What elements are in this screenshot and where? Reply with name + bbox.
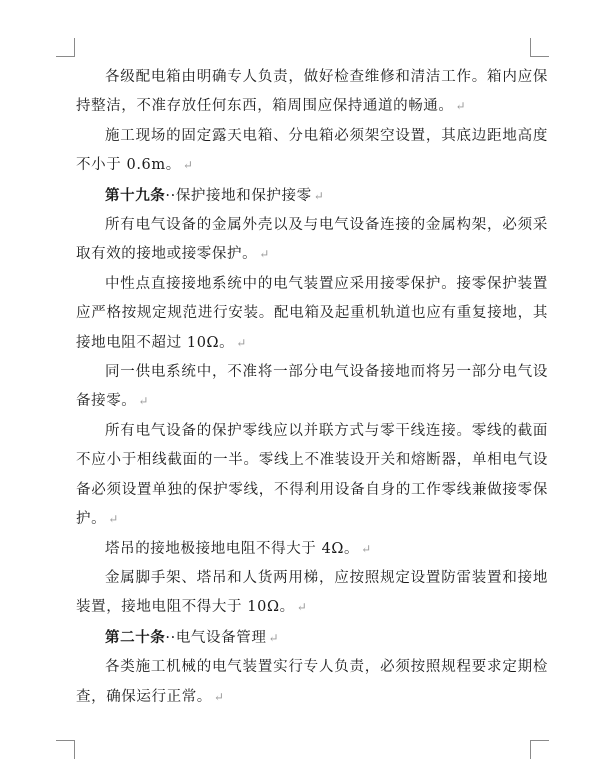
paragraph-mark-icon: ↵ [213,689,225,704]
paragraph-mark-icon: ↵ [236,335,247,350]
paragraph[interactable]: 中性点直接接地系统中的电气装置应采用接零保护。接零保护装置应严格按规定规范进行安装。配电箱及起重机轨道也应有重复接地，其接地电阻不超过 10Ω。 ↵ [76,275,548,351]
paragraph-mark-icon: ↵ [108,512,119,527]
paragraph-mark-icon: ↵ [259,247,270,262]
article-title: 保护接地和保护接零 [175,187,312,204]
crop-mark-bottom-left [56,740,75,759]
paragraph-mark-icon: ↵ [268,630,280,645]
paragraph[interactable]: 各级配电箱由明确专人负责，做好检查维修和清洁工作。箱内应保持整洁，不准存放任何东西，箱周围应保持通道的畅通。 ↵ [76,69,548,115]
paragraph[interactable]: 各类施工机械的电气装置实行专人负责，必须按照规程要求定期检查，确保运行正常。 ↵ [76,659,548,705]
heading-separator: ·· [165,629,176,646]
paragraph-mark-icon: ↵ [182,158,194,173]
paragraph-mark-icon: ↵ [361,541,372,556]
paragraph[interactable]: 金属脚手架、塔吊和人货两用梯，应按照规定设置防雷装置和接地装置，接地电阻不得大于 10Ω。 ↵ [76,569,548,616]
article-title: 电气设备管理 [175,629,267,646]
section-heading[interactable] [76,181,548,211]
article-number: 第十九条 [105,186,166,204]
section-heading[interactable] [76,623,548,653]
paragraph-mark-icon: ↵ [296,600,308,615]
paragraph[interactable]: 所有电气设备的保护零线应以并联方式与零干线连接。零线的截面不应小于相线截面的一半。零线上不准装设开关和熔断器，单相电气设备必须设置单独的保护零线，不得利用设备自身的工作零线兼做接零保护。 ↵ [76,422,548,528]
article-number: 第二十条 [105,628,166,646]
paragraph-mark-icon: ↵ [455,99,467,114]
paragraph[interactable]: 同一供电系统中，不准将一部分电气设备接地而将另一部分电气设备接零。 ↵ [76,364,548,410]
document-body[interactable] [76,63,548,712]
paragraph-mark-icon: ↵ [138,394,150,409]
paragraph[interactable]: 塔吊的接地极接地电阻不得大于 4Ω。 ↵ [105,540,372,557]
paragraph[interactable]: 所有电气设备的金属外壳以及与电气设备连接的金属构架，必须采取有效的接地或接零保护。 ↵ [76,217,548,263]
heading-separator: ·· [165,187,176,204]
crop-mark-bottom-right [530,740,549,759]
paragraph[interactable]: 施工现场的固定露天电箱、分电箱必须架空设置，其底边距地高度不小于 0.6m。 ↵ [76,127,548,174]
crop-mark-top-right [530,38,549,57]
crop-mark-top-left [56,38,75,57]
paragraph-mark-icon: ↵ [313,188,325,203]
